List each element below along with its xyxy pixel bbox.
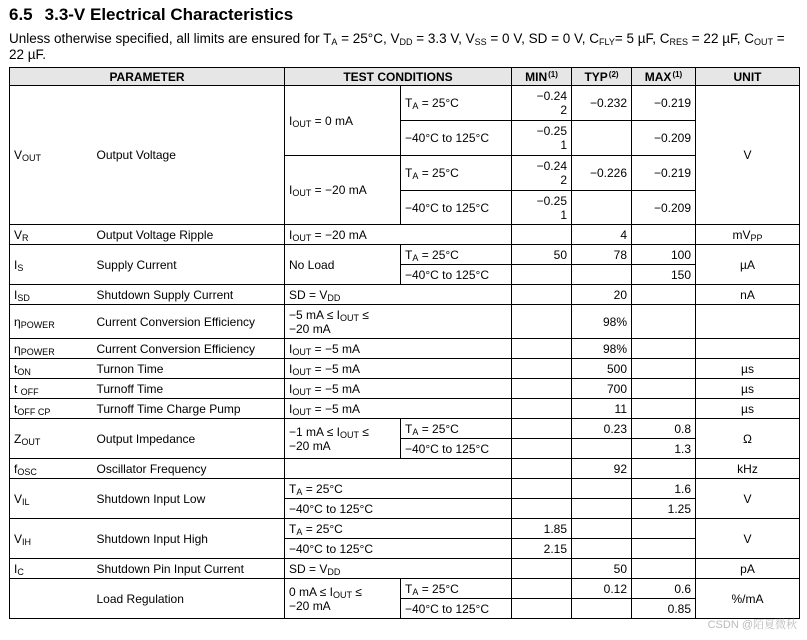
max-value (632, 359, 696, 379)
table-row (10, 245, 800, 265)
typ-value (572, 599, 632, 619)
param-symbol: $Z_{OUT}$ (10, 419, 97, 459)
table-row (10, 86, 800, 121)
test-condition: $T_A = 25^\circ C$ (401, 86, 512, 121)
max-value: 1.3 (632, 439, 696, 459)
max-value: 150 (632, 265, 696, 285)
param-symbol: $V_{IL}$ (10, 479, 97, 519)
table-row (10, 305, 800, 339)
typ-value: 78 (572, 245, 632, 265)
min-value: −0.24 2 (512, 86, 572, 121)
min-value (512, 285, 572, 305)
table-row (10, 339, 800, 359)
param-name: Output Voltage (97, 86, 285, 225)
param-symbol (10, 579, 97, 619)
param-symbol: $I_C$ (10, 559, 97, 579)
max-value (632, 559, 696, 579)
min-value (512, 559, 572, 579)
typ-value: 500 (572, 359, 632, 379)
test-condition: −40°C to 125°C (401, 191, 512, 225)
max-value: 1.25 (632, 499, 696, 519)
max-value: 0.6 (632, 579, 696, 599)
max-value: 0.8 (632, 419, 696, 439)
typ-value (572, 479, 632, 499)
test-condition: −1 mA ≤ $I_{OUT}$ ≤ −20 mA (285, 419, 401, 459)
test-condition (285, 459, 512, 479)
min-value: 50 (512, 245, 572, 265)
typ-value (572, 439, 632, 459)
typ-value: 0.23 (572, 419, 632, 439)
unit-value: Ω (696, 419, 800, 459)
param-symbol: $t_{OFF CP}$ (10, 399, 97, 419)
watermark: CSDN @陌夏微秋 (707, 619, 797, 631)
intro-conditions: Unless otherwise specified, all limits are ensured for $T_A = 25^\circ C$, $V_{DD} = 3.3$ V, $V_{SS} = 0$ V, SD = 0 V, $C_{FLY}= 5$ µF, $C_{RES} = 22$ µF, $C_{OUT} = 22$ µF. (9, 31, 785, 62)
header-max: MAX$^{(1)}$ (632, 68, 696, 86)
test-condition: $T_A = 25^\circ C$ (401, 245, 512, 265)
unit-value: kHz (696, 459, 800, 479)
test-condition: $T_A = 25^\circ C$ (285, 479, 512, 499)
min-value: −0.25 1 (512, 121, 572, 156)
param-name: Output Impedance (97, 419, 285, 459)
typ-value (572, 499, 632, 519)
test-condition: $I_{OUT} = -5$ mA (285, 379, 512, 399)
param-symbol: $V_{IH}$ (10, 519, 97, 559)
max-value: 1.6 (632, 479, 696, 499)
typ-value: 98% (572, 339, 632, 359)
electrical-characteristics-table (9, 67, 800, 619)
max-value: −0.219 (632, 86, 696, 121)
max-value (632, 539, 696, 559)
section-heading (9, 5, 293, 25)
min-value: 1.85 (512, 519, 572, 539)
param-symbol: t $_{OFF}$ (10, 379, 97, 399)
min-value (512, 599, 572, 619)
min-value (512, 359, 572, 379)
unit-value: µs (696, 399, 800, 419)
unit-value (696, 305, 800, 339)
typ-value: 700 (572, 379, 632, 399)
param-name: Shutdown Input Low (97, 479, 285, 519)
unit-value: $mV_{PP}$ (696, 225, 800, 245)
min-value (512, 305, 572, 339)
min-value (512, 339, 572, 359)
section-title: 3.3-V Electrical Characteristics (44, 5, 294, 24)
max-value (632, 379, 696, 399)
typ-value: 11 (572, 399, 632, 419)
typ-value: 98% (572, 305, 632, 339)
table-row (10, 379, 800, 399)
min-value (512, 499, 572, 519)
table-row (10, 519, 800, 539)
param-symbol: $V_{OUT}$ (10, 86, 97, 225)
test-condition: $I_{OUT} = -5$ mA (285, 399, 512, 419)
test-condition: $I_{OUT} = -20$ mA (285, 225, 512, 245)
min-value: 2.15 (512, 539, 572, 559)
min-value (512, 265, 572, 285)
param-name: Turnon Time (97, 359, 285, 379)
test-condition: $T_A = 25^\circ C$ (401, 419, 512, 439)
max-value (632, 225, 696, 245)
header-typ: TYP$^{(2)}$ (572, 68, 632, 86)
max-value (632, 305, 696, 339)
table-row (10, 419, 800, 439)
typ-value: 4 (572, 225, 632, 245)
unit-value: %/mA (696, 579, 800, 619)
param-symbol: $I_S$ (10, 245, 97, 285)
max-value: −0.209 (632, 191, 696, 225)
min-value: −0.24 2 (512, 156, 572, 191)
min-value (512, 419, 572, 439)
typ-value (572, 191, 632, 225)
test-condition: $I_{OUT} = -5$ mA (285, 359, 512, 379)
table-row (10, 559, 800, 579)
table-row (10, 479, 800, 499)
unit-value: V (696, 86, 800, 225)
max-value: −0.209 (632, 121, 696, 156)
max-value: 0.85 (632, 599, 696, 619)
section-number: 6.5 (9, 5, 33, 24)
test-condition: −40°C to 125°C (285, 539, 512, 559)
param-symbol: $\eta_{POWER}$ (10, 339, 97, 359)
header-parameter: PARAMETER (10, 68, 285, 86)
min-value (512, 399, 572, 419)
max-value: 100 (632, 245, 696, 265)
param-name: Output Voltage Ripple (97, 225, 285, 245)
table-row (10, 285, 800, 305)
unit-value: V (696, 479, 800, 519)
header-row (10, 68, 800, 86)
test-condition: $T_A = 25^\circ C$ (401, 579, 512, 599)
test-condition: −40°C to 125°C (285, 499, 512, 519)
typ-value (572, 265, 632, 285)
param-name: Shutdown Input High (97, 519, 285, 559)
table-row (10, 225, 800, 245)
param-symbol: $f_{OSC}$ (10, 459, 97, 479)
min-value (512, 439, 572, 459)
param-symbol: $\eta_{POWER}$ (10, 305, 97, 339)
test-condition: SD = $V_{DD}$ (285, 559, 512, 579)
min-value (512, 379, 572, 399)
test-condition: −40°C to 125°C (401, 121, 512, 156)
table-row (10, 579, 800, 599)
unit-value (696, 339, 800, 359)
unit-value: V (696, 519, 800, 559)
max-value (632, 519, 696, 539)
min-value (512, 579, 572, 599)
test-condition: No Load (285, 245, 401, 285)
param-name: Turnoff Time (97, 379, 285, 399)
min-value (512, 225, 572, 245)
test-condition: $I_{OUT} = -20$ mA (285, 156, 401, 225)
max-value: −0.219 (632, 156, 696, 191)
param-symbol: $V_R$ (10, 225, 97, 245)
param-symbol: $I_{SD}$ (10, 285, 97, 305)
typ-value (572, 121, 632, 156)
unit-value: pA (696, 559, 800, 579)
param-name: Supply Current (97, 245, 285, 285)
typ-value (572, 539, 632, 559)
typ-value: 50 (572, 559, 632, 579)
test-condition: $T_A = 25^\circ C$ (285, 519, 512, 539)
param-name: Oscillator Frequency (97, 459, 285, 479)
test-condition: $I_{OUT} = -5$ mA (285, 339, 512, 359)
unit-value: µs (696, 359, 800, 379)
param-name: Turnoff Time Charge Pump (97, 399, 285, 419)
param-name: Current Conversion Efficiency (97, 339, 285, 359)
max-value (632, 285, 696, 305)
test-condition: −40°C to 125°C (401, 599, 512, 619)
param-symbol: $t_{ON}$ (10, 359, 97, 379)
unit-value: µA (696, 245, 800, 285)
typ-value: −0.232 (572, 86, 632, 121)
param-name: Current Conversion Efficiency (97, 305, 285, 339)
test-condition: −40°C to 125°C (401, 265, 512, 285)
test-condition: −40°C to 125°C (401, 439, 512, 459)
max-value (632, 339, 696, 359)
test-condition: SD = $V_{DD}$ (285, 285, 512, 305)
max-value (632, 459, 696, 479)
param-name: Shutdown Supply Current (97, 285, 285, 305)
table-row (10, 399, 800, 419)
unit-value: µs (696, 379, 800, 399)
test-condition: −5 mA ≤ $I_{OUT}$ ≤ −20 mA (285, 305, 512, 339)
typ-value: 0.12 (572, 579, 632, 599)
typ-value: 20 (572, 285, 632, 305)
header-unit: UNIT (696, 68, 800, 86)
typ-value: 92 (572, 459, 632, 479)
typ-value: −0.226 (572, 156, 632, 191)
min-value: −0.25 1 (512, 191, 572, 225)
test-condition: $T_A = 25^\circ C$ (401, 156, 512, 191)
param-name: Shutdown Pin Input Current (97, 559, 285, 579)
unit-value: nA (696, 285, 800, 305)
param-name: Load Regulation (97, 579, 285, 619)
table-row (10, 359, 800, 379)
header-min: MIN$^{(1)}$ (512, 68, 572, 86)
min-value (512, 479, 572, 499)
table-row (10, 459, 800, 479)
typ-value (572, 519, 632, 539)
min-value (512, 459, 572, 479)
test-condition: 0 mA ≤ $I_{OUT}$ ≤ −20 mA (285, 579, 401, 619)
header-test-conditions: TEST CONDITIONS (285, 68, 512, 86)
max-value (632, 399, 696, 419)
test-condition: $I_{OUT} = 0$ mA (285, 86, 401, 156)
